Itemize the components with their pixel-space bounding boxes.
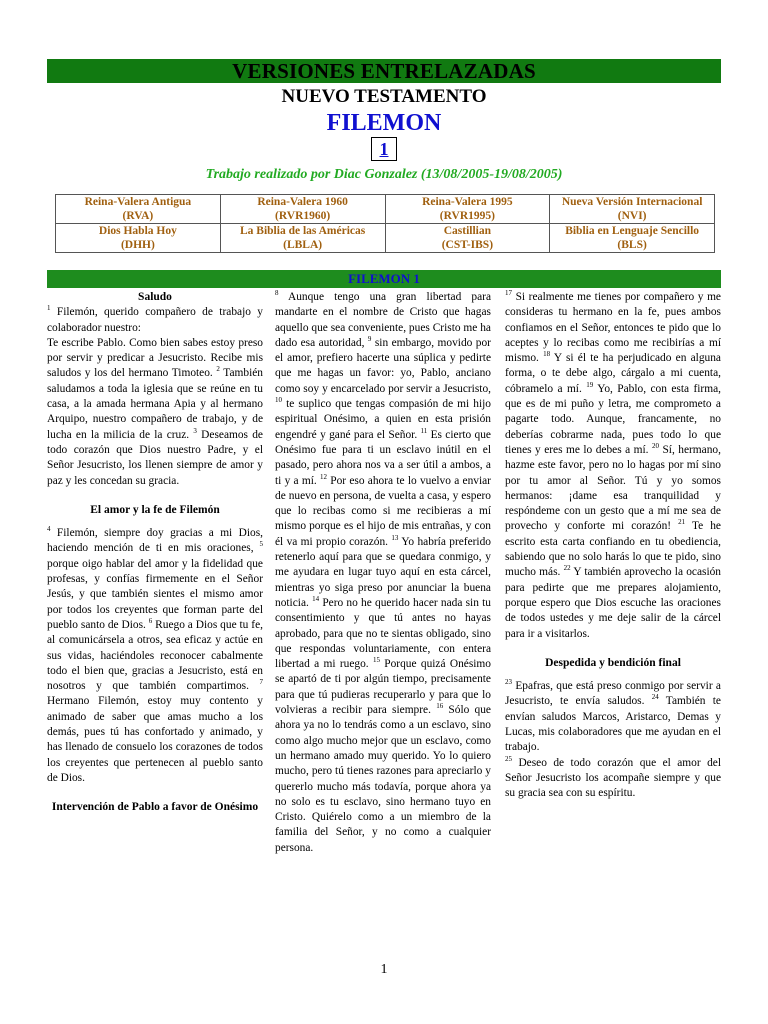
verse-paragraph: $^1$ Filemón, querido compañero de trabajo y colaborador nuestro: [47, 304, 263, 334]
chapter-link-box[interactable] [371, 137, 397, 161]
version-name: Reina-Valera Antigua [84, 196, 192, 208]
versions-row [56, 195, 715, 224]
version-cell [220, 224, 385, 253]
section-heading: Intervención de Pablo a favor de Onésimo [51, 801, 259, 814]
version-cell [385, 224, 550, 253]
verse-text: Y también aprovecho la ocasión para pedirte que me prepares alojamiento, porque espero que Dios escuche las oraciones de todos ustedes y me deje salir de la cárcel para ir a visitarlos. [505, 566, 722, 640]
versions-table [55, 194, 715, 253]
versions-row [56, 224, 715, 253]
verse-paragraph: Te escribe Pablo. Como bien sabes estoy preso por servir y predicar a Jesucristo. Recibe mis saludos y los del hermano Timoteo. $^2$ También saludamos a toda la iglesia que se reúne en tu casa, a la amada hermana Apia y al hermano Arquipo, nuestro compañero de trabajo, y de lucha en la milicia de la cruz. $^3$ Deseamos de todo corazón que Dios nuestro Padre, y el Señor Jesucristo, los llenen siempre de amor y paz y les concedan su gracia. [47, 336, 263, 487]
verse-text: Epafras, que está preso conmigo por servir a Jesucristo, te envía saludos. [505, 680, 721, 708]
version-name: Biblia en Lenguaje Sencillo [565, 225, 700, 237]
verse-text: Yo habría preferido retenerlo aquí para que se quedara conmigo, y me ayudara en lugar tuyo aquí en esta cárcel, mientras yo siga preso por anunciar la buena noticia. [275, 535, 491, 609]
version-cell [220, 195, 385, 224]
verse-text: Es cierto que Onésimo fue para ti un esclavo inútil en el pasado, pero ahora nos va a ser útil a ambos, a ti y a mí. [275, 428, 491, 487]
section-heading: Despedida y bendición final [545, 656, 681, 669]
testament-subtitle: NUEVO TESTAMENTO [281, 86, 487, 107]
verse-text: También te envían saludos Marcos, Aristarco, Demas y Lucas, mis colaboradores que me ayudan en el trabajo. [505, 695, 721, 754]
text-column-3 [505, 290, 721, 802]
version-name: Nueva Versión Internacional [561, 196, 703, 208]
page-number: 1 [380, 962, 388, 977]
version-abbr: (NVI) [617, 210, 647, 222]
text-column-1 [47, 290, 263, 816]
verse-text: Sólo que ahora ya no lo tendrás como a un esclavo, sino como algo mucho mejor que un esclavo, como un hermano amado muy querido. Yo lo quiero mucho, pero tú tienes razones para apreciarlo y quererlo mucho más todavía, porque ahora ya no solo es tu esclavo, sino hermano tuyo en Cristo. Quiérelo como a un miembro de la familia del Señor, y no como a cualquier persona. [275, 704, 491, 854]
verse-paragraph: $^8$ Aunque tengo una gran libertad para mandarte en el nombre de Cristo que hagas aquello que sea conveniente, pues Cristo me ha dado esa autoridad, $^9$ sin embargo, movido por el amor, prefiero hacerte una súplica y pedirte que me hagas un favor: yo, Pablo, anciano como soy y encarcelado por servir a Jesucristo, $^{10}$ te suplico que tengas compasión de mi hijo espiritual Onésimo, a quien en esta prisión engendré y gané para el Señor. $^{11}$ Es cierto que Onésimo fue para ti un esclavo inútil en el pasado, pero ahora nos va a ser útil a ambos, a ti y a mí. $^{12}$ Por eso ahora te lo vuelvo a enviar de nuevo en persona, de vuelta a casa, y espero que lo recibas como si me recibieras a mí mismo porque es el hijo de mis entrañas, y con él va mi propio corazón. $^{13}$ Yo habría preferido retenerlo aquí para que se quedara conmigo, y me ayudara en lugar tuyo aquí en esta cárcel, mientras yo siga preso por anunciar la buena noticia. $^{14}$ Pero no he querido hacer nada sin tu consentimiento y que tú antes no hayas aprobado, para que no te sientas obligado, sino que respondas voluntariamente, con entera libertad a mi ruego. $^{15}$ Porque quizá Onésimo se apartó de ti por algún tiempo, precisamente para que tú pudieras recuperarlo y para que lo volvieras a recibir para siempre. $^{16}$ Sólo que ahora ya no lo tendrás como a un esclavo, sino como algo mucho mejor que un esclavo, como un hermano amado muy querido. Yo lo quiero mucho, pero tú tienes razones para apreciarlo y quererlo mucho más todavía, porque ahora ya no solo es tu esclavo, sino hermano tuyo en Cristo. Quiérelo como a un miembro de la familia del Señor, y no como a cualquier persona. [275, 289, 492, 854]
verse-text: Pero no he querido hacer nada sin tu consentimiento y que tú antes no hayas aprobado, para que no te sientas obligado, sino que respondas voluntariamente, con entera libertad a mi ruego. [275, 596, 492, 671]
version-name: Reina-Valera 1995 [422, 196, 513, 208]
chapter-heading-bar: FILEMON 1 [47, 270, 721, 288]
verse-text: Filemón, siempre doy gracias a mi Dios, haciendo mención de ti en mis oraciones, [47, 527, 263, 555]
verse-text: Deseamos de todo corazón que Dios nuestro Padre, y el Señor Jesucristo, los llenen siempre de amor y paz y les concedan su gracia. [47, 428, 263, 487]
author-credit: Trabajo realizado por Diac Gonzalez (13/08/2005-19/08/2005) [205, 167, 563, 182]
verse-text: Te he escrito esta carta confiando en tu obediencia, sabiendo que no solo harás lo que te pido, sino mucho más. [505, 520, 721, 579]
verse-text: Sí, hermano, hazme este favor, pero no lo hagas por mí sino por tu amor al Señor. Tú y yo somos hermanos: ¡dame esa tranquilidad y respóndeme con un gesto que a mí me sea de provecho y conforte mi corazón! [505, 443, 721, 533]
version-cell [56, 224, 221, 253]
version-abbr: (CST-IBS) [441, 239, 494, 251]
verse-text: Deseo de todo corazón que el amor del Señor Jesucristo los acompañe siempre y que su gracia sea con su espíritu. [505, 756, 721, 800]
text-column-2 [275, 290, 491, 856]
version-name: Dios Habla Hoy [98, 225, 177, 237]
verse-text: Filemón, querido compañero de trabajo y colaborador nuestro: [47, 306, 263, 334]
book-title: FILEMON [326, 110, 442, 136]
verse-text: Porque quizá Onésimo se apartó de ti por algún tiempo, precisamente para que tú pudieras recuperarlo y para que lo volvieras a recibir para siempre. [275, 658, 491, 717]
version-cell [550, 195, 715, 224]
verse-paragraph: $^{25}$ Deseo de todo corazón que el amor del Señor Jesucristo los acompañe siempre y que su gracia sea con su espíritu. [505, 754, 721, 800]
version-name: La Biblia de las Américas [240, 225, 366, 237]
version-cell [56, 195, 221, 224]
verse-text: te suplico que tengas compasión de mi hijo espiritual Onésimo, a quien en esta prisión engendré y gané para el Señor. [275, 398, 491, 441]
verse-text: porque oigo hablar del amor y la fidelidad que profesas, y confías firmemente en el Señor Jesús, y que también sientes el mismo amor por todos los creyentes que forman parte del pueblo santo de Dios. [47, 557, 263, 631]
version-cell [550, 224, 715, 253]
section-heading: Saludo [138, 291, 172, 303]
verse-text: También saludamos a toda la iglesia que se reúne en tu casa, a la amada hermana Apia y al hermano Arquipo, nuestro compañero de trabajo, y de lucha en la milicia de la cruz. [47, 367, 263, 441]
version-abbr: (BLS) [617, 239, 647, 251]
verse-paragraph: $^{17}$ Si realmente me tienes por compañero y me consideras tu hermano en la fe, pues ambos confiamos en el Señor, entonces te pido que lo aceptes y lo recibas como me recibirías a mí mismo. $^{18}$ Y si él te ha perjudicado en alguna forma, o te debe algo, cárgalo a mi cuenta, cóbramelo a mí. $^{19}$ Yo, Pablo, con esta firma, que es de mi puño y letra, me comprometo a pagarte todo. Aunque, francamente, no deberías cobrarme nada, pues todo lo que tienes y eres me lo debes a mí. $^{20}$ Sí, hermano, hazme este favor, pero no lo hagas por mí sino por tu amor al Señor. Tú y yo somos hermanos: ¡dame esa tranquilidad y respóndeme con un gesto que a mí me sea de provecho y conforte mi corazón! $^{21}$ Te he escrito esta carta confiando en tu obediencia, sabiendo que no solo harás lo que te pido, sino mucho más. $^{22}$ Y también aprovecho la ocasión para pedirte que me prepares alojamiento, porque espero que Dios escuche las oraciones de todos ustedes y me deje salir de la cárcel para ir a visitarlos. [505, 289, 722, 640]
version-name: Reina-Valera 1960 [257, 196, 348, 208]
verse-text: Si realmente me tienes por compañero y me consideras tu hermano en la fe, pues ambos confiamos en el Señor, entonces te pido que lo aceptes y lo recibas como me recibirías a mí mismo. [505, 291, 721, 365]
verse-paragraph: $^4$ Filemón, siempre doy gracias a mi Dios, haciendo mención de ti en mis oraciones, $^5$ porque oigo hablar del amor y la fidelidad que profesas, y confías firmemente en el Señor Jesús, y que también sientes el mismo amor por todos los creyentes que forman parte del pueblo santo de Dios. $^6$ Ruego a Dios que tu fe, al comunicársela a otros, sea eficaz y actúe en sus vidas, haciéndoles reconocer cabalmente todo el bien que, gracias a Jesucristo, está en nosotros y que también compartimos. $^7$ Hermano Filemón, estoy muy contento y animado de saber que amas mucho a los demás, pues tú has confortado y animado, y has llenado de consuelo los corazones de todos los creyentes que pertenecen al pueblo santo de Dios. [47, 525, 263, 784]
verse-text: Ruego a Dios que tu fe, al comunicársela a otros, sea eficaz y actúe en sus vidas, haciéndoles reconocer cabalmente todo el bien que, gracias a Jesucristo, está en nosotros y que también compartimos. [47, 618, 263, 693]
version-abbr: (DHH) [120, 239, 155, 251]
version-abbr: (LBLA) [283, 239, 323, 251]
verse-text: Hermano Filemón, estoy muy contento y animado de saber que amas mucho a los demás, pues tú has confortado y animado, y has llenado de consuelo los corazones de todos los creyentes que pertenecen al pueblo santo de Dios. [47, 695, 263, 784]
verse-text: sin embargo, movido por el amor, prefiero hacerte una súplica y pedirte que me hagas un favor: yo, Pablo, anciano como soy y encarcelado por servir a Jesucristo, [275, 336, 491, 395]
version-abbr: (RVA) [122, 210, 154, 222]
verse-text: Por eso ahora te lo vuelvo a enviar de nuevo en persona, de vuelta a casa, y espero que lo recibas como si me recibieras a mí mismo porque es el hijo de mis entrañas, y con él va mi propio corazón. [275, 474, 491, 548]
version-abbr: (RVR1995) [439, 210, 495, 222]
section-heading: El amor y la fe de Filemón [90, 503, 220, 516]
verse-text: Te escribe Pablo. Como bien sabes estoy preso por servir y predicar a Jesucristo. Recibe mis saludos y los del hermano Timoteo. [47, 336, 263, 380]
collection-banner: VERSIONES ENTRELAZADAS [47, 59, 721, 83]
verse-paragraph: $^{23}$ Epafras, que está preso conmigo por servir a Jesucristo, te envía saludos. $^{24}$ También te envían saludos Marcos, Aristarco, Demas y Lucas, mis colaboradores que me ayudan en el trabajo. [505, 678, 721, 754]
version-name: Castillian [443, 225, 492, 237]
version-cell [385, 195, 550, 224]
verse-text: Yo, Pablo, con esta firma, que es de mi puño y letra, me comprometo a pagarte todo. Aunque, francamente, no deberías cobrarme nada, pues todo lo que tienes y eres me lo debes a mí. [505, 382, 721, 456]
verse-text: Aunque tengo una gran libertad para mandarte en el nombre de Cristo que hagas aquello que sea conveniente, pues Cristo me ha dado esa autoridad, [275, 291, 491, 349]
verse-text: Y si él te ha perjudicado en alguna forma, o te debe algo, cárgalo a mi cuenta, cóbramelo a mí. [505, 352, 721, 395]
version-abbr: (RVR1960) [275, 210, 331, 222]
chapter-number-link[interactable]: 1 [379, 139, 389, 159]
